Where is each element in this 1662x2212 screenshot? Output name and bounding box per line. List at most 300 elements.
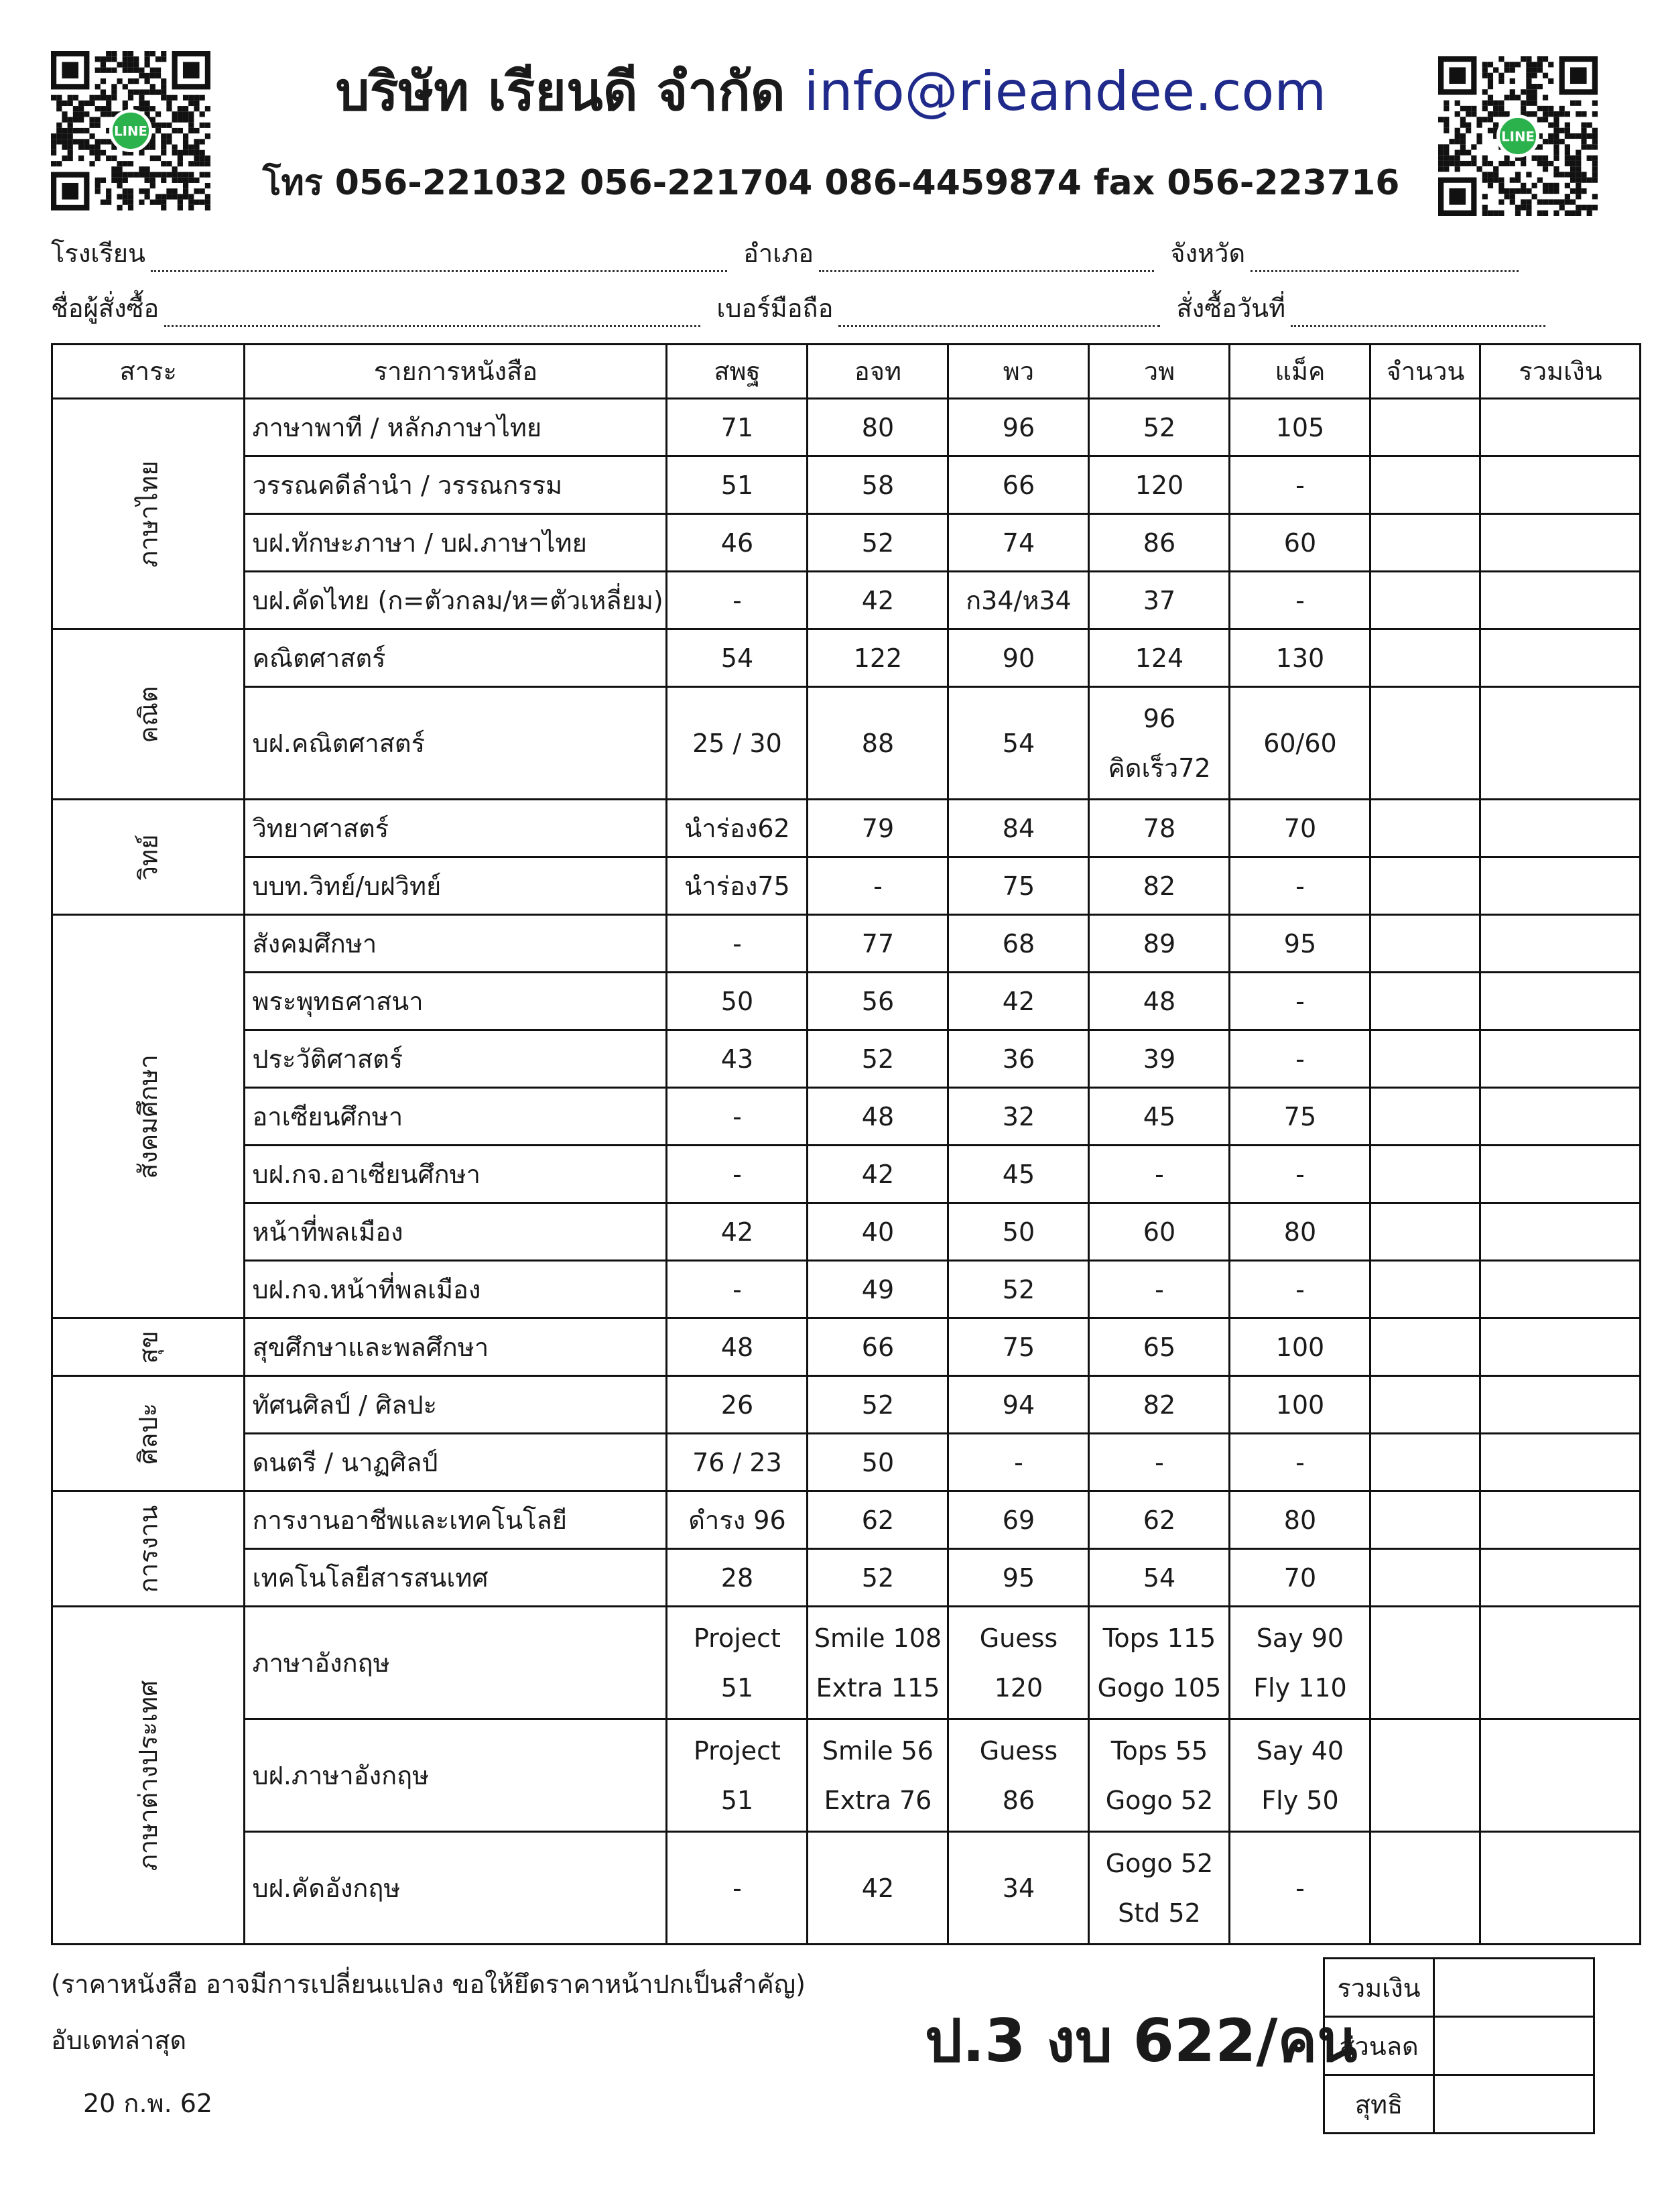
price-cell [1230,1719,1370,1832]
subject-label: การงาน [133,1505,164,1593]
company-title [0,55,1662,129]
price-line: 105 [1275,412,1325,442]
price-line: 54 [1002,728,1035,758]
price-line: 70 [1283,1562,1317,1593]
table-row [52,973,1641,1030]
quantity-cell[interactable] [1370,915,1480,973]
total-label: รวมเงิน [1324,1959,1434,2017]
price-cell [1089,1203,1230,1261]
column-header: วพ [1089,345,1230,399]
table-row [52,1832,1641,1945]
subject-cell [52,915,245,1318]
price-line: Guess [979,1735,1058,1766]
price-line: - [1155,1447,1164,1477]
price-line: - [1014,1447,1023,1477]
subtotal-cell[interactable] [1480,1146,1641,1203]
price-cell [1230,1261,1370,1318]
price-line: 71 [720,412,754,442]
price-line: 54 [1143,1562,1176,1593]
subtotal-cell[interactable] [1480,687,1641,800]
price-cell [1089,1030,1230,1088]
price-cell [1230,857,1370,915]
subject-cell [52,629,245,800]
price-line: 42 [861,1159,895,1189]
total-value[interactable] [1434,1959,1594,2017]
price-cell [667,572,808,629]
price-cell [1230,687,1370,800]
price-cell [1230,1491,1370,1549]
subject-cell [52,1607,245,1945]
price-cell [808,800,948,857]
updated-date: 20 ก.พ. 62 [83,2089,213,2118]
price-cell [948,973,1089,1030]
price-line: - [1155,1274,1164,1304]
table-row [52,857,1641,915]
price-line: - [732,1159,742,1189]
price-line: Fly 50 [1261,1785,1339,1815]
quantity-cell[interactable] [1370,1146,1480,1203]
price-line: Tops 55 [1110,1735,1208,1766]
subtotal-cell[interactable] [1480,1203,1641,1261]
price-cell [1230,1549,1370,1607]
quantity-cell[interactable] [1370,1318,1480,1376]
price-cell [948,915,1089,973]
price-line: 28 [720,1562,754,1593]
price-line: 52 [1002,1274,1035,1304]
price-cell [1230,629,1370,687]
price-line: ก34/ห34 [966,585,1072,615]
price-line: 90 [1002,643,1035,673]
book-title-cell: สังคมศึกษา [245,915,667,973]
subtotal-cell[interactable] [1480,1030,1641,1088]
price-cell [948,800,1089,857]
subject-cell [52,1318,245,1376]
subject-cell [52,800,245,915]
subtotal-cell[interactable] [1480,629,1641,687]
table-row [52,1549,1641,1607]
price-cell [1089,1549,1230,1607]
book-title-cell: สุขศึกษาและพลศึกษา [245,1318,667,1376]
table-row [52,687,1641,800]
district-field[interactable] [819,247,1154,272]
price-cell [948,1146,1089,1203]
price-cell [1089,687,1230,800]
book-title-cell: หน้าที่พลเมือง [245,1203,667,1261]
price-cell [1089,629,1230,687]
book-title-cell: ดนตรี / นาฏศิลป์ [245,1434,667,1491]
column-header: สาระ [52,345,245,399]
price-cell [808,1146,948,1203]
price-line: - [1155,1159,1164,1189]
table-row [52,399,1641,456]
book-title-cell: บฝ.กจ.อาเซียนศึกษา [245,1146,667,1203]
price-cell [1089,1719,1230,1832]
book-title-cell: บบท.วิทย์/บฝวิทย์ [245,857,667,915]
subtotal-cell[interactable] [1480,1434,1641,1491]
subtotal-cell[interactable] [1480,973,1641,1030]
book-title-cell: ภาษาพาที / หลักภาษาไทย [245,399,667,456]
book-order-table [51,343,1641,1945]
price-line: 58 [861,470,895,500]
quantity-cell[interactable] [1370,572,1480,629]
price-line: Project [693,1623,781,1653]
price-line: 66 [861,1332,895,1362]
quantity-cell[interactable] [1370,456,1480,514]
price-cell [1230,973,1370,1030]
subtotal-cell[interactable] [1480,1376,1641,1434]
price-line: 76 / 23 [692,1447,782,1477]
price-cell [948,572,1089,629]
district-label: อำเภอ [743,239,814,268]
price-line: 48 [720,1332,754,1362]
price-line: 75 [1002,1332,1035,1362]
price-line: 120 [994,1672,1043,1703]
quantity-cell[interactable] [1370,1719,1480,1832]
buyer-label: ชื่อผู้สั่งซื้อ [51,294,159,323]
price-cell [1230,1203,1370,1261]
price-line: - [732,928,742,959]
price-line: 52 [861,1562,895,1593]
price-cell [808,687,948,800]
price-line: 77 [861,928,895,959]
quantity-cell[interactable] [1370,399,1480,456]
line-logo-text: LINE [114,123,147,139]
price-cell [1089,1434,1230,1491]
price-cell [1089,1261,1230,1318]
table-row [52,1088,1641,1146]
subtotal-cell[interactable] [1480,456,1641,514]
discount-value[interactable] [1434,2017,1594,2075]
subject-cell [52,399,245,629]
price-line: - [1295,1159,1305,1189]
price-cell [667,1549,808,1607]
price-cell [667,1719,808,1832]
price-line: นำร่อง62 [684,813,790,843]
price-cell [1230,456,1370,514]
price-cell [667,800,808,857]
price-cell [1230,1376,1370,1434]
price-line: คิดเร็ว72 [1108,753,1211,783]
price-cell [948,1318,1089,1376]
book-title-cell: บฝ.คัดอังกฤษ [245,1832,667,1945]
price-cell [667,1030,808,1088]
price-line: Project [693,1735,781,1766]
price-line: - [873,871,883,901]
price-cell [1230,1088,1370,1146]
price-cell [1089,1318,1230,1376]
company-email[interactable]: info@rieandee.com [804,60,1327,123]
form-row-buyer [51,290,1553,327]
price-cell [1230,1318,1370,1376]
price-line: - [1295,585,1305,615]
price-cell [1230,915,1370,973]
price-line: Say 40 [1256,1735,1344,1766]
subtotal-cell[interactable] [1480,1261,1641,1318]
price-cell [948,857,1089,915]
book-title-cell: ประวัติศาสตร์ [245,1030,667,1088]
price-line: 25 / 30 [692,728,782,758]
quantity-cell[interactable] [1370,1832,1480,1945]
price-line: 94 [1002,1390,1035,1420]
price-cell [808,1203,948,1261]
net-value[interactable] [1434,2075,1594,2134]
subject-label: สุข [133,1330,164,1364]
quantity-cell[interactable] [1370,800,1480,857]
price-cell [1089,1088,1230,1146]
price-line: - [1295,1873,1305,1903]
price-line: นำร่อง75 [684,871,790,901]
price-line: 75 [1002,871,1035,901]
price-cell [948,1030,1089,1088]
table-row [52,514,1641,572]
price-cell [808,1832,948,1945]
table-row [52,456,1641,514]
price-cell [808,1318,948,1376]
subject-cell [52,1376,245,1491]
quantity-cell[interactable] [1370,1203,1480,1261]
price-cell [667,1146,808,1203]
quantity-cell[interactable] [1370,1261,1480,1318]
price-cell [1089,973,1230,1030]
quantity-cell[interactable] [1370,1607,1480,1719]
price-line: 89 [1143,928,1176,959]
quantity-cell[interactable] [1370,1549,1480,1607]
province-field[interactable] [1251,247,1519,272]
price-line: 88 [861,728,895,758]
price-line: 65 [1143,1332,1176,1362]
price-line: Smile 108 [814,1623,942,1653]
price-line: 60/60 [1263,728,1337,758]
table-row [52,915,1641,973]
price-cell [1230,399,1370,456]
price-cell [1089,915,1230,973]
quantity-cell[interactable] [1370,687,1480,800]
price-line: 52 [861,528,895,558]
table-row [52,1146,1641,1203]
price-cell [1230,1607,1370,1719]
price-line: 43 [720,1044,754,1074]
price-cell [1089,514,1230,572]
price-line: 62 [1143,1505,1176,1535]
price-line: - [1295,470,1305,500]
price-line: 122 [853,643,903,673]
price-line: - [1295,986,1305,1016]
table-row [52,1491,1641,1549]
book-title-cell: วรรณคดีลำนำ / วรรณกรรม [245,456,667,514]
price-line: 34 [1002,1873,1035,1903]
subtotal-cell[interactable] [1480,1832,1641,1945]
price-line: 51 [720,470,754,500]
price-cell [1230,1434,1370,1491]
subtotal-cell[interactable] [1480,1318,1641,1376]
price-line: 51 [720,1785,754,1815]
price-line: 80 [1283,1217,1317,1247]
table-row [52,800,1641,857]
price-line: Gogo 52 [1105,1785,1214,1815]
table-header-row [52,345,1641,399]
price-cell [1230,1030,1370,1088]
line-logo-text: LINE [1501,129,1535,145]
price-cell [667,1261,808,1318]
price-cell [808,1607,948,1719]
subtotal-cell[interactable] [1480,572,1641,629]
price-line: 45 [1143,1101,1176,1131]
price-cell [667,1376,808,1434]
price-line: 96 [1143,703,1176,733]
subject-label: วิทย์ [133,834,164,880]
book-title-cell: ทัศนศิลป์ / ศิลปะ [245,1376,667,1434]
table-row [52,1434,1641,1491]
book-title-cell: การงานอาชีพและเทคโนโลยี [245,1491,667,1549]
price-cell [808,973,948,1030]
subject-cell [52,1491,245,1607]
price-cell [667,857,808,915]
price-line: 52 [1143,412,1176,442]
price-line: 96 [1002,412,1035,442]
column-header: อจท [808,345,948,399]
subtotal-cell[interactable] [1480,1607,1641,1719]
column-header: รวมเงิน [1480,345,1641,399]
table-row [52,1318,1641,1376]
price-cell [1230,1832,1370,1945]
price-line: 42 [1002,986,1035,1016]
price-line: 62 [861,1505,895,1535]
price-cell [1089,857,1230,915]
price-line: - [1295,1044,1305,1074]
net-label: สุทธิ [1324,2075,1434,2134]
price-cell [808,1491,948,1549]
quantity-cell[interactable] [1370,973,1480,1030]
book-title-cell: บฝ.ทักษะภาษา / บฝ.ภาษาไทย [245,514,667,572]
book-title-cell: บฝ.กจ.หน้าที่พลเมือง [245,1261,667,1318]
price-cell [808,629,948,687]
company-name: บริษัท เรียนดี จำกัด [335,60,785,123]
book-title-cell: อาเซียนศึกษา [245,1088,667,1146]
price-line: - [732,1873,742,1903]
price-cell [948,1549,1089,1607]
price-cell [1089,456,1230,514]
price-line: 50 [720,986,754,1016]
subject-label: สังคมศึกษา [133,1054,164,1179]
buyer-field[interactable] [164,302,700,327]
table-row [52,1030,1641,1088]
quantity-cell[interactable] [1370,857,1480,915]
price-cell [948,1719,1089,1832]
subtotal-cell[interactable] [1480,800,1641,857]
quantity-cell[interactable] [1370,1376,1480,1434]
price-line: Say 90 [1256,1623,1344,1653]
quantity-cell[interactable] [1370,1088,1480,1146]
subtotal-cell[interactable] [1480,915,1641,973]
price-line: 54 [720,643,754,673]
budget-per-student: ป.3 งบ 622/คน [925,2006,1358,2075]
price-line: 95 [1283,928,1317,959]
price-line: 42 [861,1873,895,1903]
price-cell [948,399,1089,456]
price-line: 82 [1143,871,1176,901]
book-title-cell: วิทยาศาสตร์ [245,800,667,857]
price-cell [948,1088,1089,1146]
price-line: 86 [1143,528,1176,558]
price-cell [1089,1832,1230,1945]
book-title-cell: คณิตศาสตร์ [245,629,667,687]
price-cell [667,687,808,800]
totals-box [1323,1957,1595,2134]
subtotal-cell[interactable] [1480,1719,1641,1832]
subtotal-cell[interactable] [1480,514,1641,572]
totals-row [1324,2017,1594,2075]
price-line: 82 [1143,1390,1176,1420]
table-row [52,1719,1641,1832]
column-header: จำนวน [1370,345,1480,399]
price-line: - [1295,871,1305,901]
quantity-cell[interactable] [1370,629,1480,687]
price-cell [667,915,808,973]
price-line: 124 [1135,643,1184,673]
price-line: 60 [1143,1217,1176,1247]
quantity-cell[interactable] [1370,1030,1480,1088]
price-cell [808,572,948,629]
price-line: 66 [1002,470,1035,500]
price-line: - [1295,1447,1305,1477]
quantity-cell[interactable] [1370,1491,1480,1549]
table-row [52,572,1641,629]
quantity-cell[interactable] [1370,1434,1480,1491]
price-cell [667,1318,808,1376]
price-cell [1089,1491,1230,1549]
price-cell [948,1607,1089,1719]
book-title-cell: บฝ.คณิตศาสตร์ [245,687,667,800]
column-header: สพฐ [667,345,808,399]
price-line: 120 [1135,470,1184,500]
price-cell [667,1491,808,1549]
subtotal-cell[interactable] [1480,399,1641,456]
price-cell [808,1030,948,1088]
price-line: 68 [1002,928,1035,959]
price-cell [1089,399,1230,456]
price-cell [948,1203,1089,1261]
price-cell [948,1376,1089,1434]
price-line: Gogo 52 [1105,1848,1214,1878]
subtotal-cell[interactable] [1480,1491,1641,1549]
price-line: 32 [1002,1101,1035,1131]
mobile-field[interactable] [838,302,1160,327]
price-cell [667,973,808,1030]
price-cell [808,857,948,915]
price-line: 130 [1275,643,1325,673]
price-cell [948,629,1089,687]
book-title-cell: เทคโนโลยีสารสนเทศ [245,1549,667,1607]
price-cell [808,1261,948,1318]
price-line: 95 [1002,1562,1035,1593]
price-line: Tops 115 [1102,1623,1216,1653]
price-cell [667,1203,808,1261]
subtotal-cell[interactable] [1480,1088,1641,1146]
order-date-field[interactable] [1291,302,1545,327]
form-row-school [51,235,1527,272]
price-cell [1230,800,1370,857]
price-cell [667,1434,808,1491]
subtotal-cell[interactable] [1480,1549,1641,1607]
subtotal-cell[interactable] [1480,857,1641,915]
quantity-cell[interactable] [1370,514,1480,572]
subject-label: ศิลปะ [133,1402,164,1465]
price-line: 42 [720,1217,754,1247]
price-line: 26 [720,1390,754,1420]
school-label: โรงเรียน [51,239,146,268]
school-field[interactable] [151,247,727,272]
price-line: 51 [720,1672,754,1703]
